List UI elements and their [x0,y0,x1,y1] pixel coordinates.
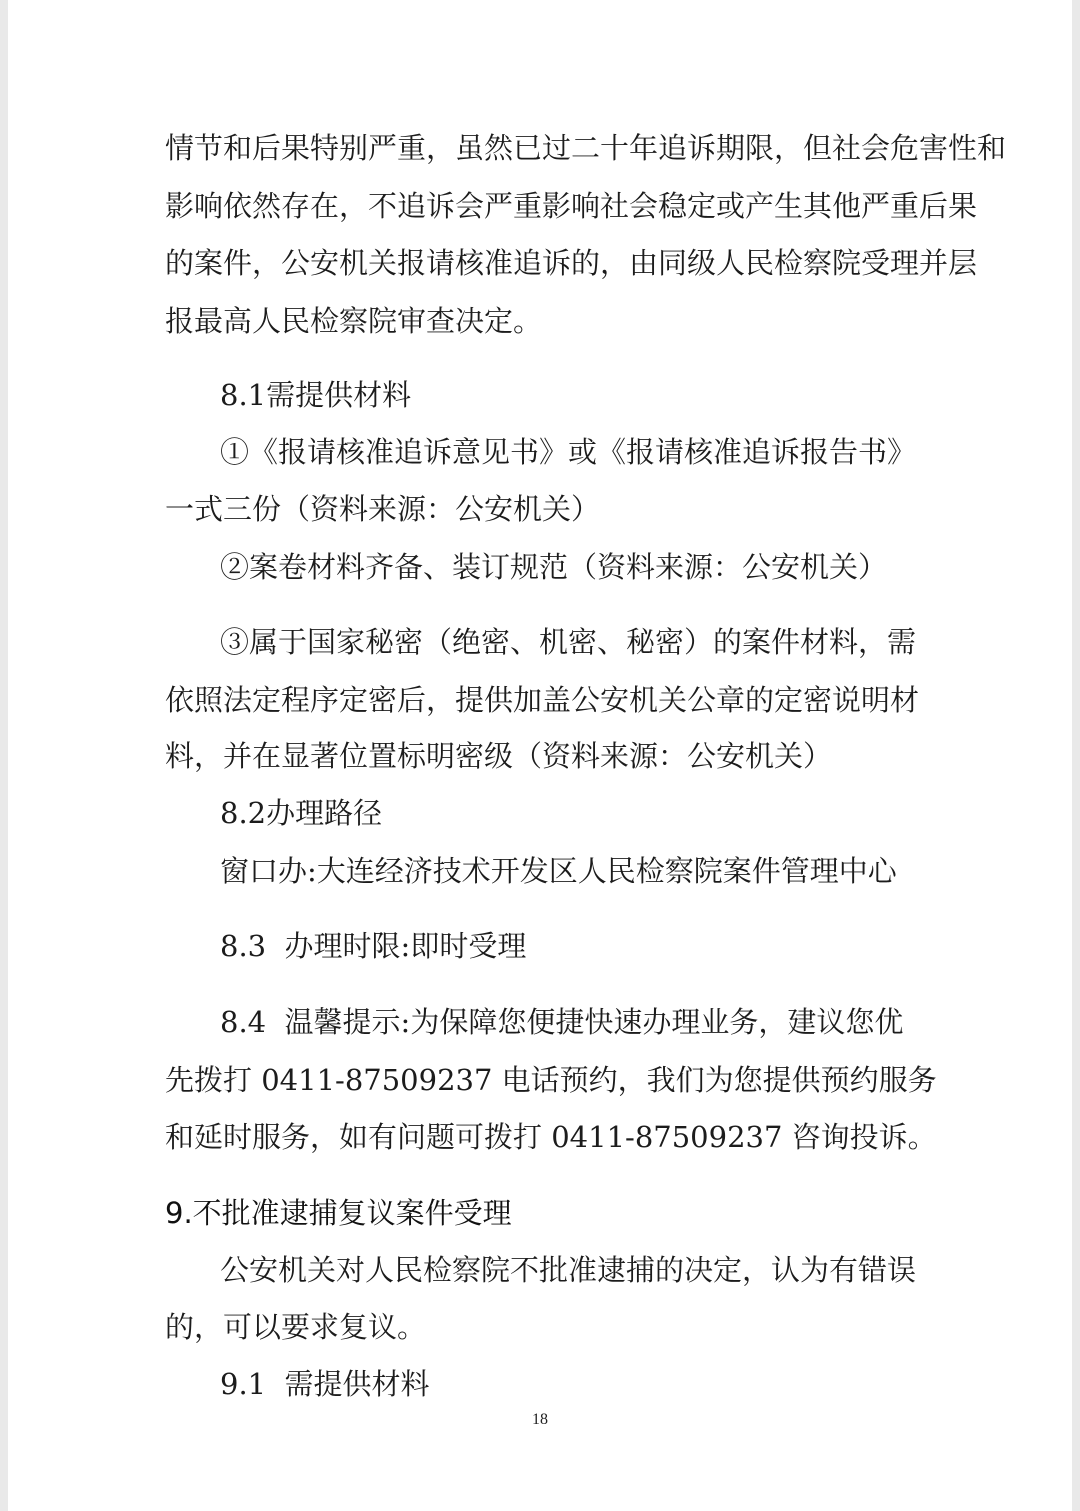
s8-3-text: 8.3 办理时限:即时受理 [220,929,527,963]
s8-1-item-2: ②案卷材料齐备、装订规范（资料来源：公安机关） [220,550,888,584]
s8-4-line-2: 先拨打 0411-87509237 电话预约，我们为您提供预约服务 [165,1063,937,1097]
intro-line-4: 报最高人民检察院审查决定。 [165,304,543,338]
s8-1-item-1-line-2: 一式三份（资料来源：公安机关） [165,492,601,526]
s8-1-item-3-line-2: 依照法定程序定密后，提供加盖公安机关公章的定密说明材 [165,683,920,717]
s8-1-item-3-line-1: ③属于国家秘密（绝密、机密、秘密）的案件材料，需 [220,625,917,659]
s8-2-text: 窗口办:大连经济技术开发区人民检察院案件管理中心 [220,854,897,888]
s8-4-line-1: 8.4 温馨提示:为保障您便捷快速办理业务，建议您优 [220,1005,904,1039]
s9-body-line-1: 公安机关对人民检察院不批准逮捕的决定，认为有错误 [220,1253,917,1287]
page-number: 18 [532,1411,548,1428]
s9-body-line-2: 的，可以要求复议。 [165,1310,427,1344]
intro-line-3: 的案件，公安机关报请核准追诉的，由同级人民检察院受理并层 [165,246,978,280]
s8-1-item-1-line-1: ①《报请核准追诉意见书》或《报请核准追诉报告书》 [220,435,917,469]
section-9-title: 9.不批准逮捕复议案件受理 [165,1196,512,1230]
s8-4-line-3: 和延时服务，如有问题可拨打 0411-87509237 咨询投诉。 [165,1120,937,1154]
s8-1-item-3-line-3: 料，并在显著位置标明密级（资料来源：公安机关） [165,739,833,773]
section-8-1-title: 8.1需提供材料 [220,378,412,412]
document-page [8,0,1072,1511]
intro-line-2: 影响依然存在，不追诉会严重影响社会稳定或产生其他严重后果 [165,189,978,223]
intro-line-1: 情节和后果特别严重，虽然已过二十年追诉期限，但社会危害性和 [165,131,1007,165]
section-9-1-title: 9.1 需提供材料 [220,1367,430,1401]
section-8-2-title: 8.2办理路径 [220,796,383,830]
